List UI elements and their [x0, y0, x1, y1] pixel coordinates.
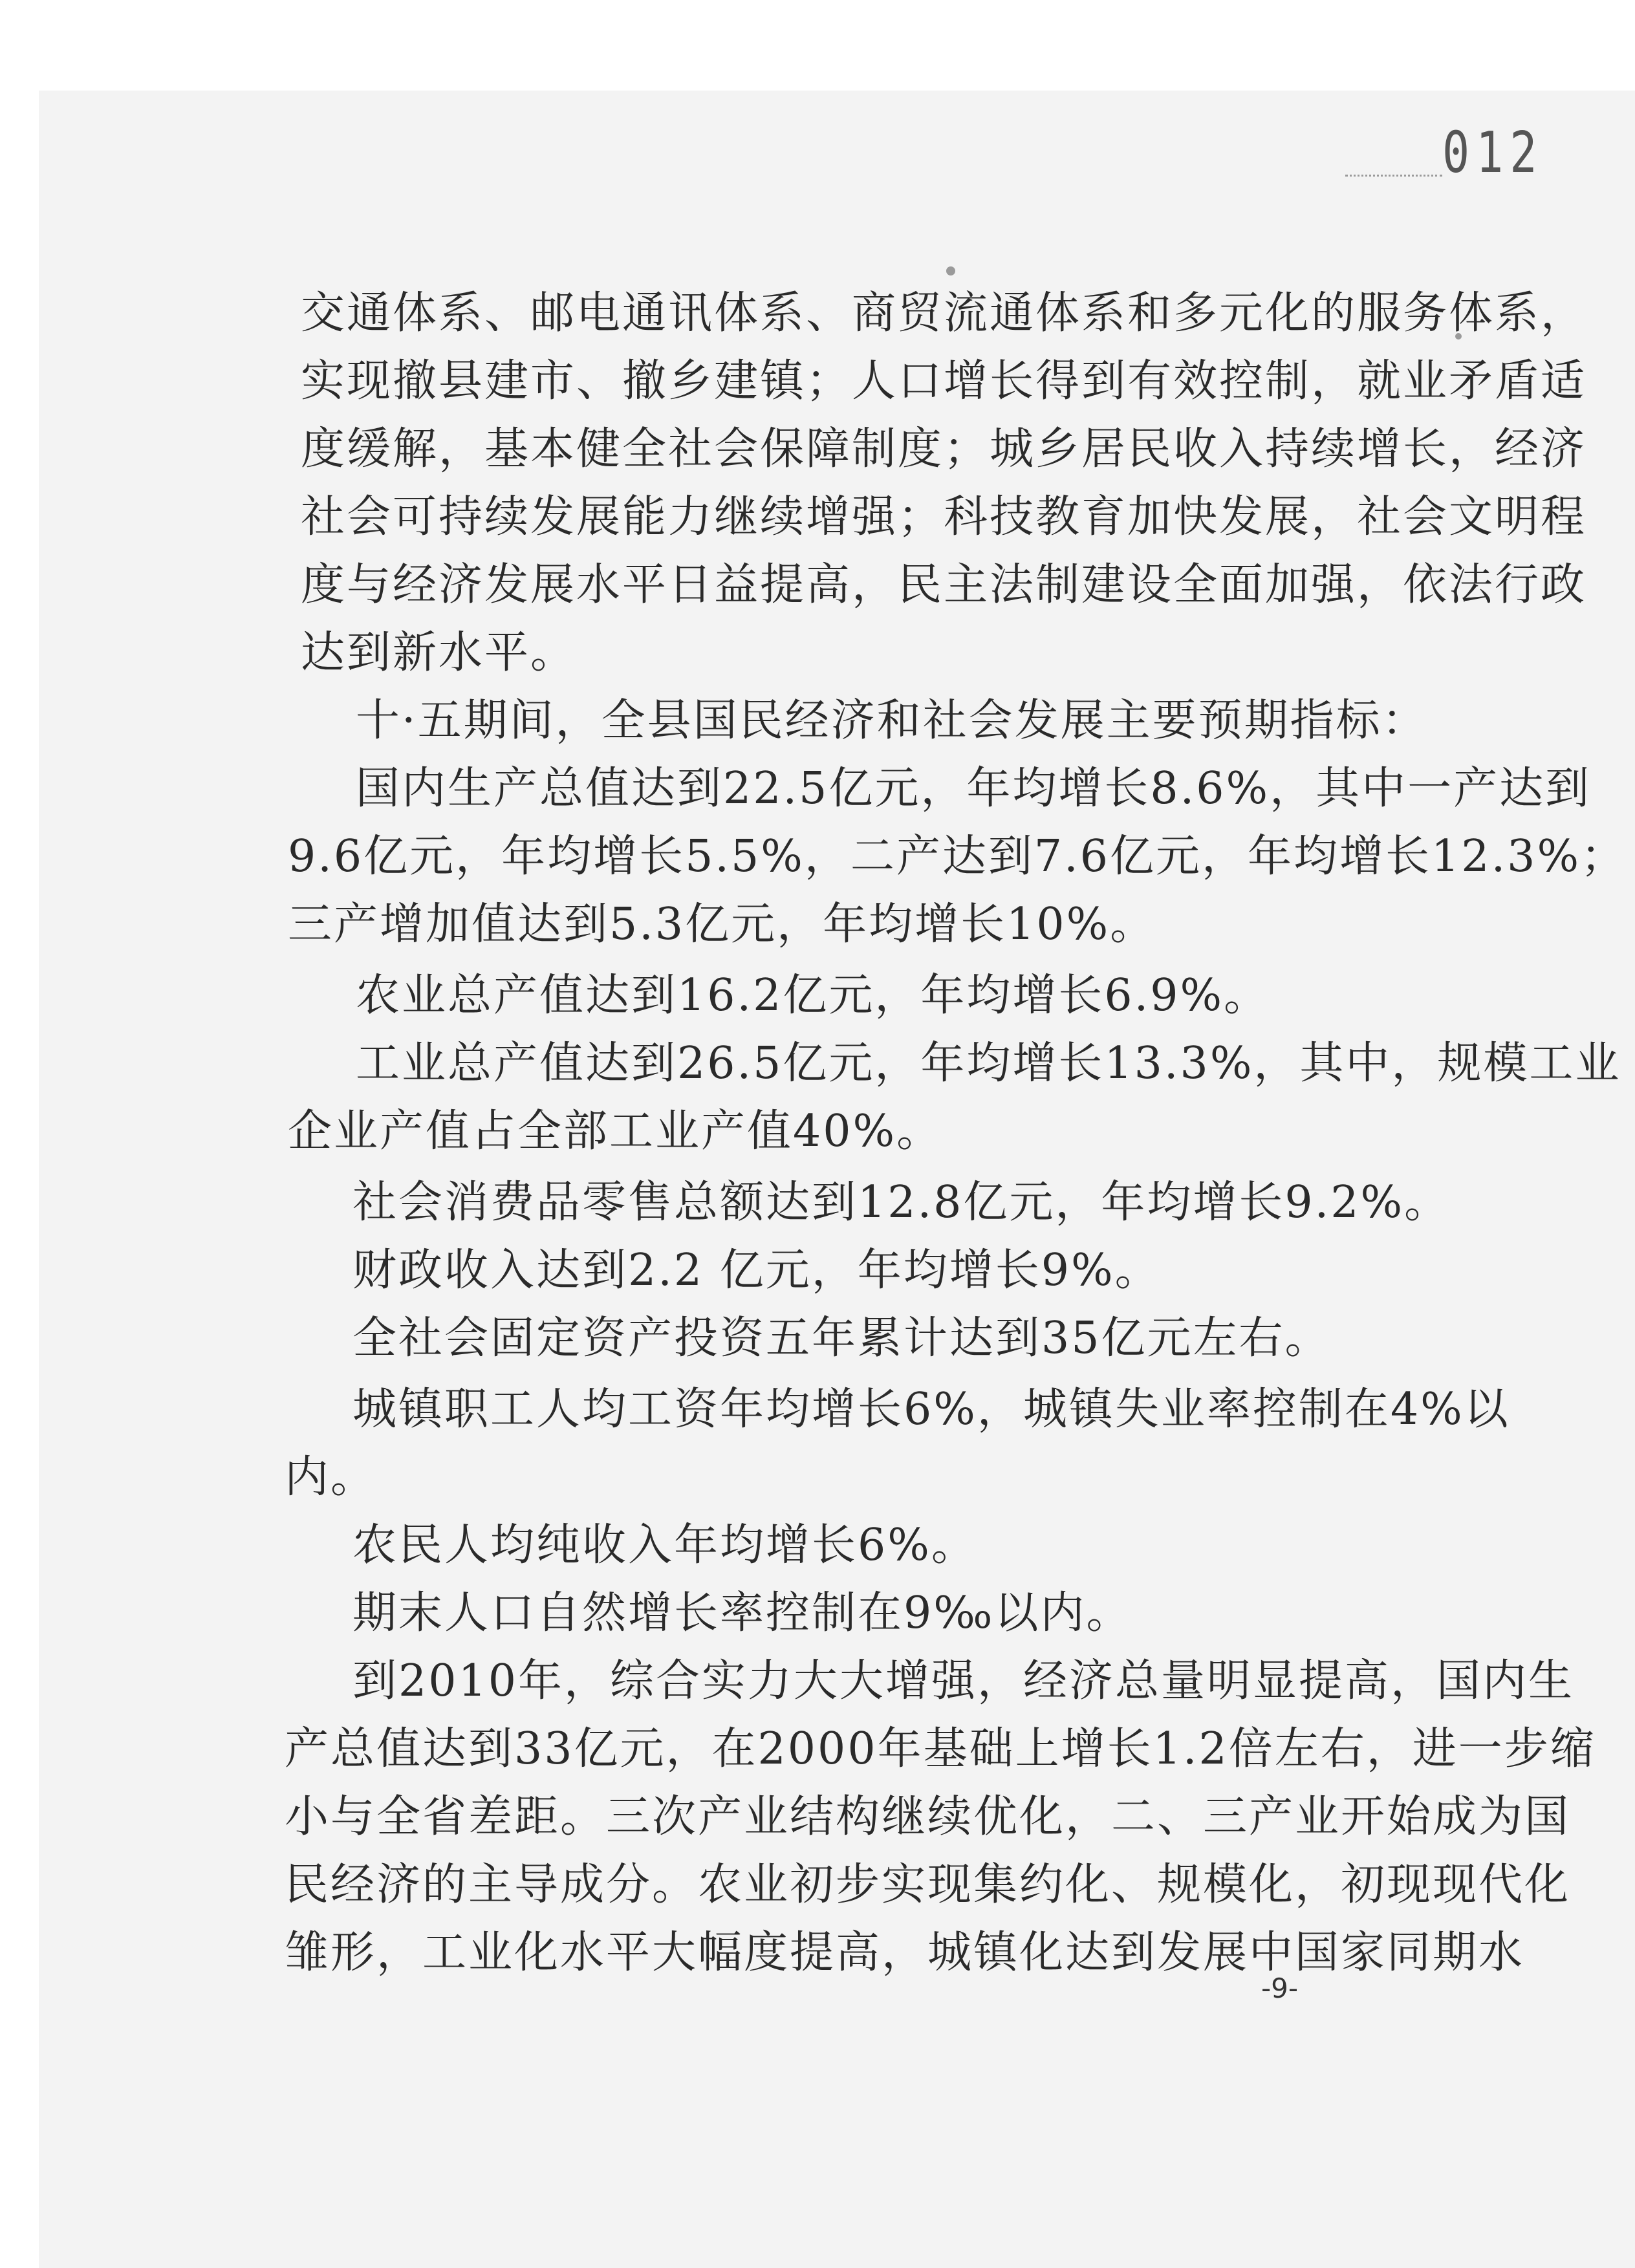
text-line: 度缓解，基本健全社会保障制度；城乡居民收入持续增长，经济 [301, 424, 1587, 475]
text-line: 全社会固定资产投资五年累计达到35亿元左右。 [352, 1313, 1331, 1364]
text-line: 农业总产值达到16.2亿元，年均增长6.9%。 [356, 970, 1270, 1021]
text-line: 到2010年，综合实力大大增强，经济总量明显提高，国内生 [352, 1656, 1575, 1707]
text-line: 社会可持续发展能力继续增强；科技教育加快发展，社会文明程 [301, 491, 1587, 543]
text-line: 财政收入达到2.2 亿元，年均增长9%。 [352, 1245, 1161, 1296]
text-line: 国内生产总值达到22.5亿元，年均增长8.6%，其中一产达到 [356, 763, 1592, 814]
text-line: 企业产值占全部工业产值40%。 [288, 1106, 943, 1157]
text-line: 雏形，工业化水平大幅度提高，城镇化达到发展中国家同期水 [285, 1927, 1525, 1978]
text-line: 度与经济发展水平日益提高，民主法制建设全面加强，依法行政 [301, 559, 1587, 610]
text-line: 产总值达到33亿元，在2000年基础上增长1.2倍左右，进一步缩 [285, 1723, 1596, 1775]
text-line: 交通体系、邮电通讯体系、商贸流通体系和多元化的服务体系， [301, 288, 1587, 339]
text-line: 民经济的主导成分。农业初步实现集约化、规模化，初现现代化 [285, 1859, 1571, 1910]
text-line: 三产增加值达到5.3亿元，年均增长10%。 [288, 899, 1156, 950]
text-line: 农民人均纯收入年均增长6%。 [352, 1520, 977, 1571]
text-line: 内。 [285, 1452, 377, 1503]
text-line: 城镇职工人均工资年均增长6%，城镇失业率控制在4%以 [352, 1384, 1510, 1435]
text-line: 小与全省差距。三次产业结构继续优化，二、三产业开始成为国 [285, 1791, 1571, 1842]
text-line: 达到新水平。 [301, 627, 577, 678]
text-line: 社会消费品零售总额达到12.8亿元，年均增长9.2%。 [352, 1177, 1451, 1228]
text-line: 期末人口自然增长率控制在9‰以内。 [352, 1588, 1132, 1639]
text-line: 实现撤县建市、撤乡建镇；人口增长得到有效控制，就业矛盾适 [301, 356, 1587, 407]
archive-number: 012 [1442, 119, 1544, 186]
text-line: 9.6亿元，年均增长5.5%，二产达到7.6亿元，年均增长12.3%； [288, 831, 1627, 882]
text-line: 工业总产值达到26.5亿元，年均增长13.3%，其中，规模工业 [356, 1038, 1621, 1089]
text-line: 十·五期间，全县国民经济和社会发展主要预期指标： [356, 695, 1428, 746]
page-number: -9- [1261, 1972, 1299, 2004]
